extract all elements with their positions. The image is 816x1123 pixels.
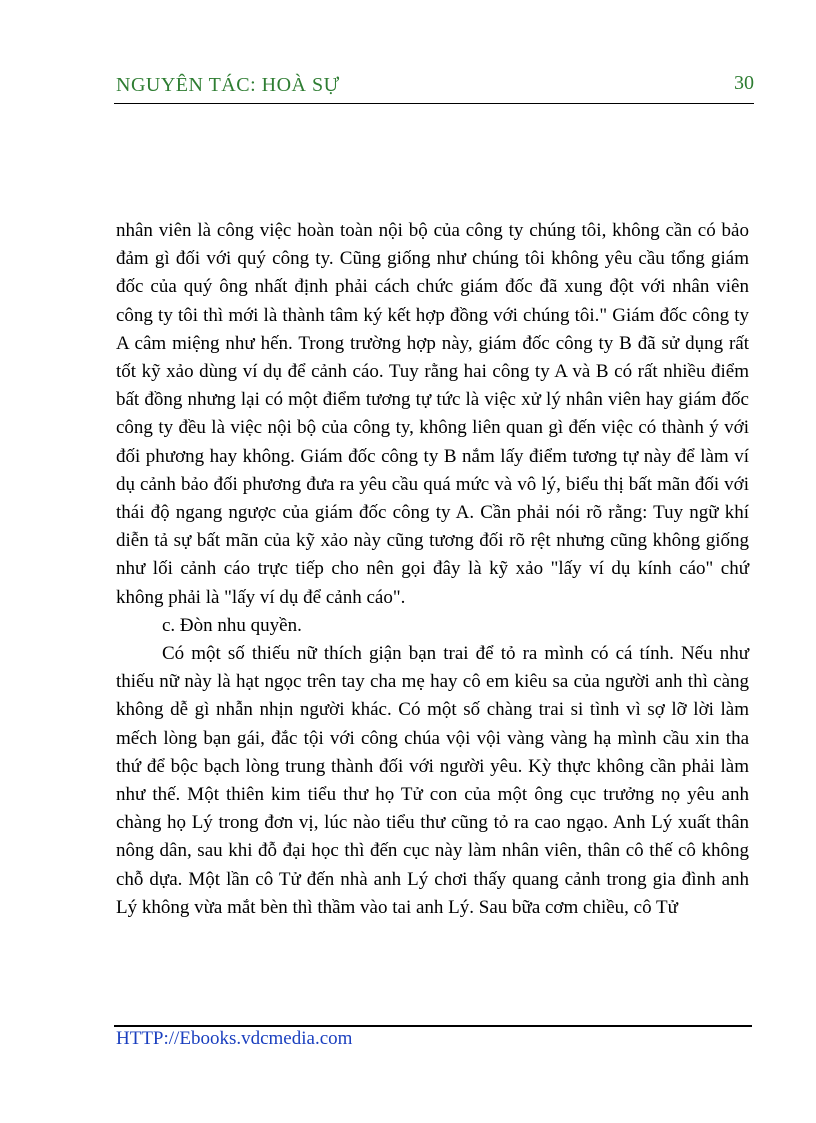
section-heading: c. Đòn nhu quyền.: [162, 614, 302, 636]
page-number: 30: [734, 72, 754, 94]
chapter-title: NGUYÊN TÁC: HOÀ SỰ: [116, 74, 340, 96]
header-divider: [114, 103, 754, 104]
footer-link[interactable]: HTTP://Ebooks.vdcmedia.com: [116, 1028, 353, 1049]
footer-divider: [114, 1025, 752, 1027]
paragraph-continued: nhân viên là công việc hoàn toàn nội bộ của công ty chúng tôi, không cần có bảo đảm gì đối với quý công ty. Cũng giống như chúng tôi không yêu cầu tổng giám đốc của quý ông nhất định phải cách chức giám đốc đã xung đột với nhân viên công ty tôi thì mới là thành tâm ký kết hợp đồng với chúng tôi." Giám đốc công ty A câm miệng như hến. Trong trường hợp này, giám đốc công ty B đã sử dụng rất tốt kỹ xảo dùng ví dụ để cảnh cáo. Tuy rằng hai công ty A và B có rất nhiều điểm bất đồng nhưng lại có một điểm tương tự tức là việc xử lý nhân viên hay giám đốc công ty đều là việc nội bộ của công ty, không liên quan gì đến việc có thành ý với đối phương hay không. Giám đốc công ty B nắm lấy điểm tương tự này để làm ví dụ cảnh bảo đối phương đưa ra yêu cầu quá mức và vô lý, biểu thị bất mãn đối với thái độ ngang ngược của giám đốc công ty A. Cần phải nói rõ rằng: Tuy ngữ khí diễn tả sự bất mãn của kỹ xảo này cũng tương đối rõ rệt nhưng cũng không giống như lối cảnh cáo trực tiếp cho nên gọi đây là kỹ xảo "lấy ví dụ kính cáo" chứ không phải là "lấy ví dụ để cảnh cáo".: [116, 220, 749, 608]
body-text: [116, 217, 749, 922]
paragraph: Có một số thiếu nữ thích giận bạn trai để tỏ ra mình có cá tính. Nếu như thiếu nữ này là hạt ngọc trên tay cha mẹ hay cô em kiêu sa của người anh thì càng không dễ gì nhẫn nhịn người khác. Có một số chàng trai si tình vì sợ lỡ lời làm mếch lòng bạn gái, đắc tội với công chúa vội vội vàng vàng hạ mình cầu xin tha thứ để bộc bạch lòng trung thành đối với người yêu. Kỳ thực không cần phải làm như thế. Một thiên kim tiểu thư họ Tử con của một ông cục trưởng nọ yêu anh chàng họ Lý trong đơn vị, lúc nào tiểu thư cũng tỏ ra cao ngạo. Anh Lý xuất thân nông dân, sau khi đỗ đại học thì đến cục này làm nhân viên, thân cô thế cô không chỗ dựa. Một lần cô Tử đến nhà anh Lý chơi thấy quang cảnh trong gia đình anh Lý không vừa mắt bèn thì thầm vào tai anh Lý. Sau bữa cơm chiều, cô Tử: [116, 643, 749, 918]
